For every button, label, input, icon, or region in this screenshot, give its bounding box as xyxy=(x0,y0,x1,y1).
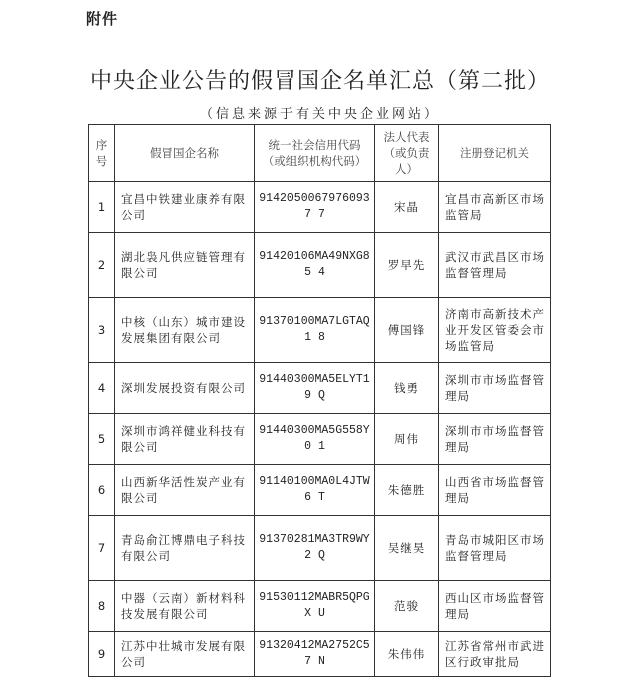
table-row xyxy=(89,581,551,632)
credit-code: 91320412MA2752C57 N xyxy=(255,632,375,677)
row-number: 1 xyxy=(89,182,115,233)
company-name: 中器（云南）新材料科技发展有限公司 xyxy=(115,581,255,632)
credit-code: 91440300MA5ELYT19 Q xyxy=(255,363,375,414)
company-name: 深圳发展投资有限公司 xyxy=(115,363,255,414)
credit-code: 91370281MA3TR9WY2 Q xyxy=(255,516,375,581)
header-name: 假冒国企名称 xyxy=(115,125,255,182)
row-number: 7 xyxy=(89,516,115,581)
legal-rep: 钱勇 xyxy=(375,363,439,414)
credit-code: 91420106MA49NXG85 4 xyxy=(255,233,375,298)
company-name: 湖北袅凡供应链管理有限公司 xyxy=(115,233,255,298)
attachment-label: 附件 xyxy=(86,10,119,28)
company-name: 江苏中壮城市发展有限公司 xyxy=(115,632,255,677)
registration-authority: 西山区市场监督管理局 xyxy=(439,581,551,632)
registration-authority: 深圳市市场监督管理局 xyxy=(439,363,551,414)
registration-authority: 江苏省常州市武进区行政审批局 xyxy=(439,632,551,677)
company-name: 深圳市鸿祥健业科技有限公司 xyxy=(115,414,255,465)
company-name: 山西新华活性炭产业有限公司 xyxy=(115,465,255,516)
legal-rep: 朱德胜 xyxy=(375,465,439,516)
registration-authority: 武汉市武昌区市场监督管理局 xyxy=(439,233,551,298)
legal-rep: 罗早先 xyxy=(375,233,439,298)
table-row xyxy=(89,182,551,233)
legal-rep: 傅国锋 xyxy=(375,298,439,363)
registration-authority: 济南市高新技术产业开发区管委会市场监管局 xyxy=(439,298,551,363)
table-row xyxy=(89,414,551,465)
credit-code: 91440300MA5G558Y0 1 xyxy=(255,414,375,465)
header-no: 序号 xyxy=(89,125,115,182)
company-name: 青岛俞江博鼎电子科技有限公司 xyxy=(115,516,255,581)
header-rep: 法人代表（或负责人） xyxy=(375,125,439,182)
table-row xyxy=(89,516,551,581)
company-name: 宜昌中铁建业康养有限公司 xyxy=(115,182,255,233)
registration-authority: 青岛市城阳区市场监督管理局 xyxy=(439,516,551,581)
page-title: 中央企业公告的假冒国企名单汇总（第二批） xyxy=(89,69,550,94)
legal-rep: 吴继昊 xyxy=(375,516,439,581)
legal-rep: 宋晶 xyxy=(375,182,439,233)
table-row xyxy=(89,465,551,516)
table-header-row xyxy=(89,125,551,182)
registration-authority: 山西省市场监督管理局 xyxy=(439,465,551,516)
header-code: 统一社会信用代码（或组织机构代码） xyxy=(255,125,375,182)
table-row xyxy=(89,363,551,414)
table-row xyxy=(89,298,551,363)
row-number: 3 xyxy=(89,298,115,363)
row-number: 2 xyxy=(89,233,115,298)
legal-rep: 朱伟伟 xyxy=(375,632,439,677)
credit-code: 91140100MA0L4JTW6 T xyxy=(255,465,375,516)
company-name: 中核（山东）城市建设发展集团有限公司 xyxy=(115,298,255,363)
page-subtitle: （信息来源于有关中央企业网站） xyxy=(199,107,440,122)
table-row xyxy=(89,233,551,298)
credit-code: 91420500679760937 7 xyxy=(255,182,375,233)
credit-code: 91370100MA7LGTAQ1 8 xyxy=(255,298,375,363)
counterfeit-soe-table xyxy=(88,124,551,677)
legal-rep: 范骏 xyxy=(375,581,439,632)
row-number: 5 xyxy=(89,414,115,465)
credit-code: 91530112MABR5QPGX U xyxy=(255,581,375,632)
registration-authority: 深圳市市场监督管理局 xyxy=(439,414,551,465)
row-number: 4 xyxy=(89,363,115,414)
header-org: 注册登记机关 xyxy=(439,125,551,182)
table-row xyxy=(89,632,551,677)
row-number: 9 xyxy=(89,632,115,677)
row-number: 8 xyxy=(89,581,115,632)
registration-authority: 宜昌市高新区市场监管局 xyxy=(439,182,551,233)
legal-rep: 周伟 xyxy=(375,414,439,465)
row-number: 6 xyxy=(89,465,115,516)
